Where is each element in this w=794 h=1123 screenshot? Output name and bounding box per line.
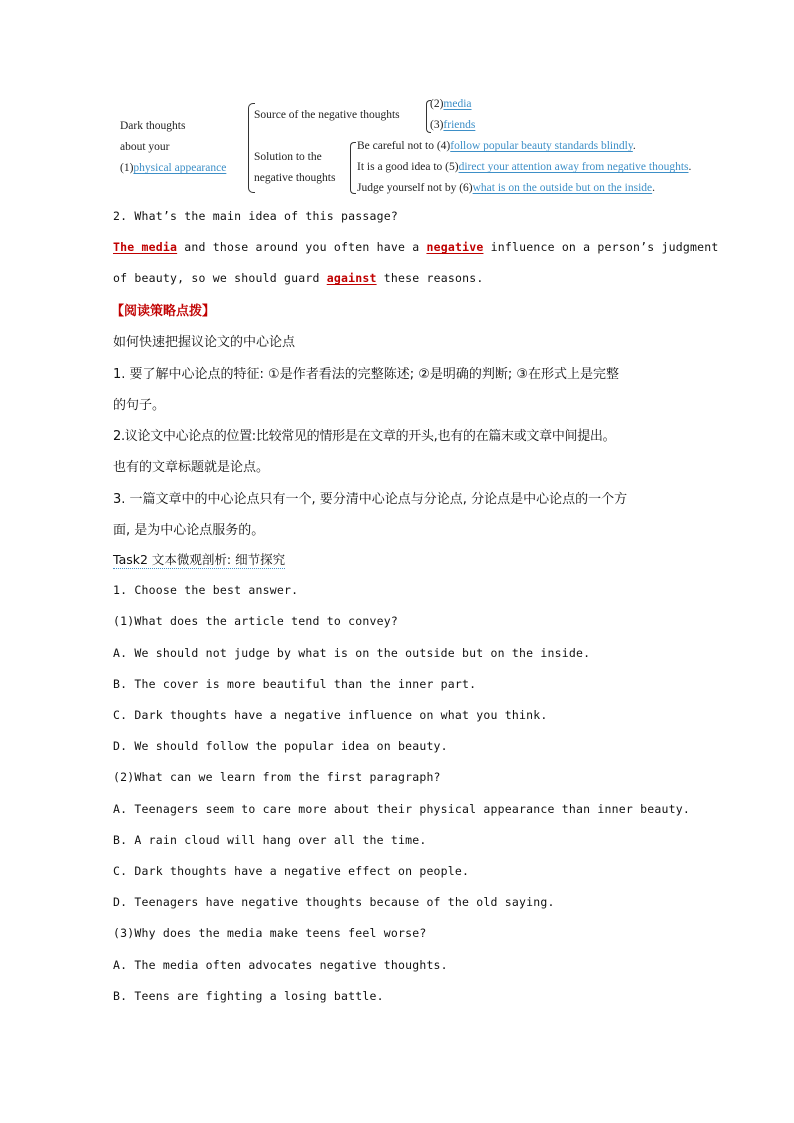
blank-number: (2) (430, 98, 444, 110)
strategy-point-2: 2.议论文中心论点的位置:比较常见的情形是在文章的开头,也有的在篇末或文章中间提出。 (113, 429, 616, 444)
solution-prefix: Judge yourself not by (6) (357, 182, 473, 194)
answer-text: and those around you often have a (177, 240, 427, 254)
strategy-point-3: 3. 一篇文章中的中心论点只有一个, 要分清中心论点与分论点, 分论点是中心论点的一个方 (113, 492, 628, 507)
strategy-point-2-cont: 也有的文章标题就是论点。 (113, 460, 270, 475)
option: B. A rain cloud will hang over all the time. (113, 833, 427, 847)
source-label: Source of the negative thoughts (254, 109, 400, 121)
answer-keyword: negative (426, 240, 484, 254)
option: A. We should not judge by what is on the outside but on the inside. (113, 646, 591, 660)
option: B. Teens are fighting a losing battle. (113, 989, 384, 1003)
answer-keyword: against (326, 271, 377, 285)
solution-suffix: . (632, 140, 636, 152)
answer-text: of beauty, so we should guard (113, 271, 327, 285)
solution-suffix: . (652, 182, 656, 194)
solution-item (357, 161, 691, 173)
blank-answer-2: media (443, 98, 472, 110)
strategy-point-3-cont: 面, 是为中心论点服务的。 (113, 523, 265, 538)
solution-prefix: It is a good idea to (5) (357, 161, 459, 173)
option: D. Teenagers have negative thoughts because of the old saying. (113, 895, 555, 909)
task2-instruction: 1. Choose the best answer. (113, 583, 299, 597)
blank-answer-1: physical appearance (133, 162, 227, 174)
strategy-point-1-cont: 的句子。 (113, 398, 166, 413)
solution-item (357, 182, 655, 194)
blank-answer-5: direct your attention away from negative thoughts (458, 161, 689, 173)
task2-title (113, 550, 285, 568)
answer-text: these reasons. (376, 271, 484, 285)
blank-number: (1) (120, 162, 134, 174)
solution-item (357, 140, 636, 152)
blank-answer-6: what is on the outside but on the inside (472, 182, 653, 194)
option: D. We should follow the popular idea on beauty. (113, 739, 448, 753)
question-stem: (1)What does the article tend to convey? (113, 614, 398, 628)
strategy-point-1: 1. 要了解中心论点的特征: ①是作者看法的完整陈述; ②是明确的判断; ③在形式上是完整 (113, 367, 620, 382)
option: B. The cover is more beautiful than the inner part. (113, 677, 477, 691)
solution-label-line2: negative thoughts (254, 172, 336, 184)
source-item (430, 98, 472, 110)
answer-line-1 (113, 240, 719, 254)
solution-suffix: . (688, 161, 692, 173)
mindmap-root-answer-line (120, 162, 226, 174)
answer-keyword: The media (113, 240, 178, 254)
question-stem: (3)Why does the media make teens feel worse? (113, 926, 427, 940)
answer-line-2 (113, 271, 483, 285)
answer-text: influence on a person’s judgment (483, 240, 719, 254)
blank-answer-3: friends (443, 119, 476, 131)
strategy-heading: 【阅读策略点拨】 (111, 304, 216, 319)
solution-label-line1: Solution to the (254, 151, 322, 163)
option: C. Dark thoughts have a negative influence on what you think. (113, 708, 548, 722)
strategy-title: 如何快速把握议论文的中心论点 (113, 335, 296, 350)
solution-brace (350, 142, 356, 194)
mindmap-root-line1: Dark thoughts (120, 120, 186, 132)
option: A. The media often advocates negative thoughts. (113, 958, 448, 972)
option: A. Teenagers seem to care more about their physical appearance than inner beauty. (113, 802, 691, 816)
solution-prefix: Be careful not to (4) (357, 140, 451, 152)
mindmap-root-line2: about your (120, 141, 170, 153)
blank-answer-4: follow popular beauty standards blindly (450, 140, 633, 152)
question-stem: (2)What can we learn from the first paragraph? (113, 770, 441, 784)
task2-title-text: Task2 文本微观剖析: 细节探究 (113, 552, 286, 567)
source-item (430, 119, 475, 131)
question-2: 2. What’s the main idea of this passage? (113, 209, 398, 223)
option: C. Dark thoughts have a negative effect on people. (113, 864, 470, 878)
blank-number: (3) (430, 119, 444, 131)
